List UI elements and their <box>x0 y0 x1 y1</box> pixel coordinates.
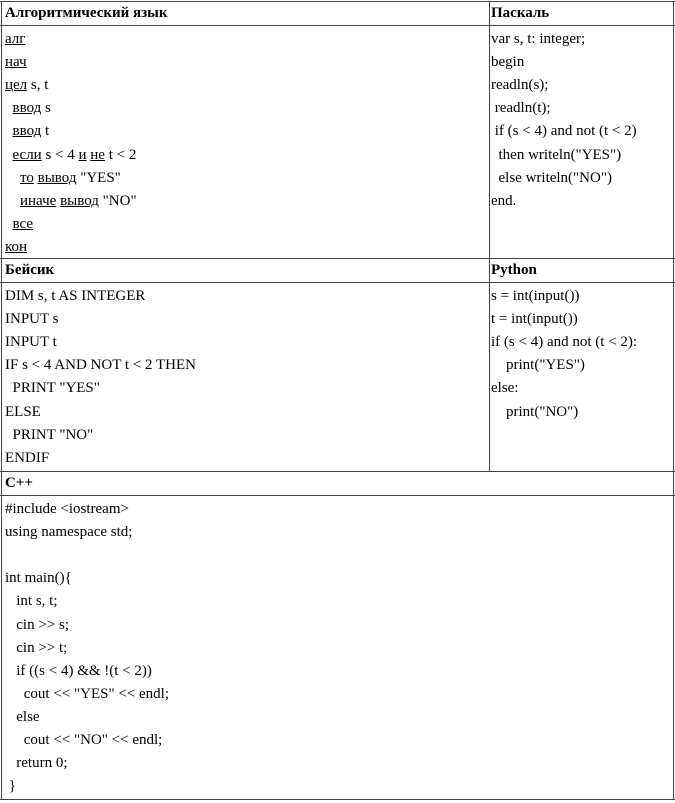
keyword: вывод <box>60 192 99 209</box>
keyword: то <box>20 169 34 186</box>
algorithmic-line <box>5 75 48 95</box>
cpp-line: int s, t; <box>5 593 58 610</box>
keyword: все <box>12 215 33 232</box>
basic-line: ELSE <box>5 403 41 420</box>
python-header: Python <box>491 262 537 278</box>
algorithmic-line <box>5 145 136 165</box>
keyword: цел <box>5 77 28 94</box>
algorithmic-header: Алгоритмический язык <box>5 5 168 21</box>
basic-line: PRINT "NO" <box>5 426 94 443</box>
pascal-line: var s, t: integer; <box>491 31 586 47</box>
code-text <box>5 193 20 209</box>
basic-header: Бейсик <box>5 262 55 278</box>
keyword: не <box>90 146 105 163</box>
cpp-line: } <box>5 778 16 795</box>
pascal-header: Паскаль <box>491 5 550 21</box>
code-text <box>5 147 13 163</box>
algorithmic-line <box>5 214 33 234</box>
keyword: ввод <box>12 100 42 117</box>
cpp-line: #include <iostream> <box>5 501 129 517</box>
code-text: s < 4 <box>41 146 79 163</box>
table-border-top <box>0 1 675 2</box>
code-text <box>5 123 13 139</box>
code-text: s, t <box>27 77 49 94</box>
code-text: t <box>41 123 50 140</box>
cpp-line: cin >> t; <box>5 639 68 656</box>
cpp-line: cout << "YES" << endl; <box>5 685 169 702</box>
algorithmic-line <box>5 29 25 49</box>
cpp-line: cout << "NO" << endl; <box>5 732 163 748</box>
algorithmic-line <box>5 121 49 141</box>
python-line: else: <box>491 380 519 397</box>
row-divider-1 <box>0 258 675 259</box>
cpp-line: if ((s < 4) && !(t < 2)) <box>5 662 152 679</box>
cpp-line: int main(){ <box>5 570 72 587</box>
cpp-line: else <box>5 708 40 725</box>
basic-line: INPUT s <box>5 311 59 328</box>
algorithmic-line <box>5 237 27 257</box>
cpp-line: using namespace std; <box>5 524 133 541</box>
header-divider-2 <box>0 282 675 283</box>
basic-line: IF s < 4 AND NOT t < 2 THEN <box>5 357 196 374</box>
keyword: если <box>12 146 42 163</box>
basic-line: PRINT "YES" <box>5 380 100 397</box>
keyword: и <box>78 146 87 163</box>
python-line: if (s < 4) and not (t < 2): <box>491 334 638 351</box>
basic-line: DIM s, t AS INTEGER <box>5 288 146 304</box>
header-divider-3 <box>0 495 675 496</box>
keyword: иначе <box>20 192 57 209</box>
cpp-header: C++ <box>5 475 33 491</box>
cpp-line: cin >> s; <box>5 616 69 633</box>
code-text <box>5 170 20 186</box>
algorithmic-line <box>5 52 27 72</box>
python-line: t = int(input()) <box>491 311 578 328</box>
pascal-line: begin <box>491 54 525 71</box>
row-divider-2 <box>0 471 675 472</box>
column-divider-top <box>489 1 490 471</box>
code-text <box>5 100 13 116</box>
basic-line: ENDIF <box>5 449 50 466</box>
pascal-line: end. <box>491 192 517 209</box>
keyword: алг <box>5 31 26 47</box>
table-border-bottom <box>0 799 675 800</box>
algorithmic-line <box>5 191 137 211</box>
header-divider-1 <box>0 25 675 26</box>
keyword: кон <box>5 238 28 255</box>
algorithmic-line <box>5 168 121 188</box>
code-text: "NO" <box>98 192 137 209</box>
pascal-line: readln(t); <box>491 100 551 117</box>
code-text: t < 2 <box>104 146 137 163</box>
python-line: print("YES") <box>491 357 585 374</box>
python-line: print("NO") <box>491 403 579 420</box>
keyword: вывод <box>37 169 77 186</box>
code-text: "YES" <box>76 169 121 186</box>
algorithmic-line <box>5 98 51 118</box>
pascal-line: else writeln("NO") <box>491 169 612 186</box>
code-text: s <box>41 100 51 117</box>
basic-line: INPUT t <box>5 334 57 351</box>
table-border-left <box>1 1 2 799</box>
code-text <box>5 216 13 232</box>
pascal-line: if (s < 4) and not (t < 2) <box>491 123 637 140</box>
table-border-right <box>673 1 674 799</box>
pascal-line: then writeln("YES") <box>491 146 622 163</box>
cpp-line: return 0; <box>5 755 68 772</box>
pascal-line: readln(s); <box>491 77 549 94</box>
python-line: s = int(input()) <box>491 288 580 304</box>
keyword: ввод <box>12 123 42 140</box>
keyword: нач <box>5 54 27 71</box>
